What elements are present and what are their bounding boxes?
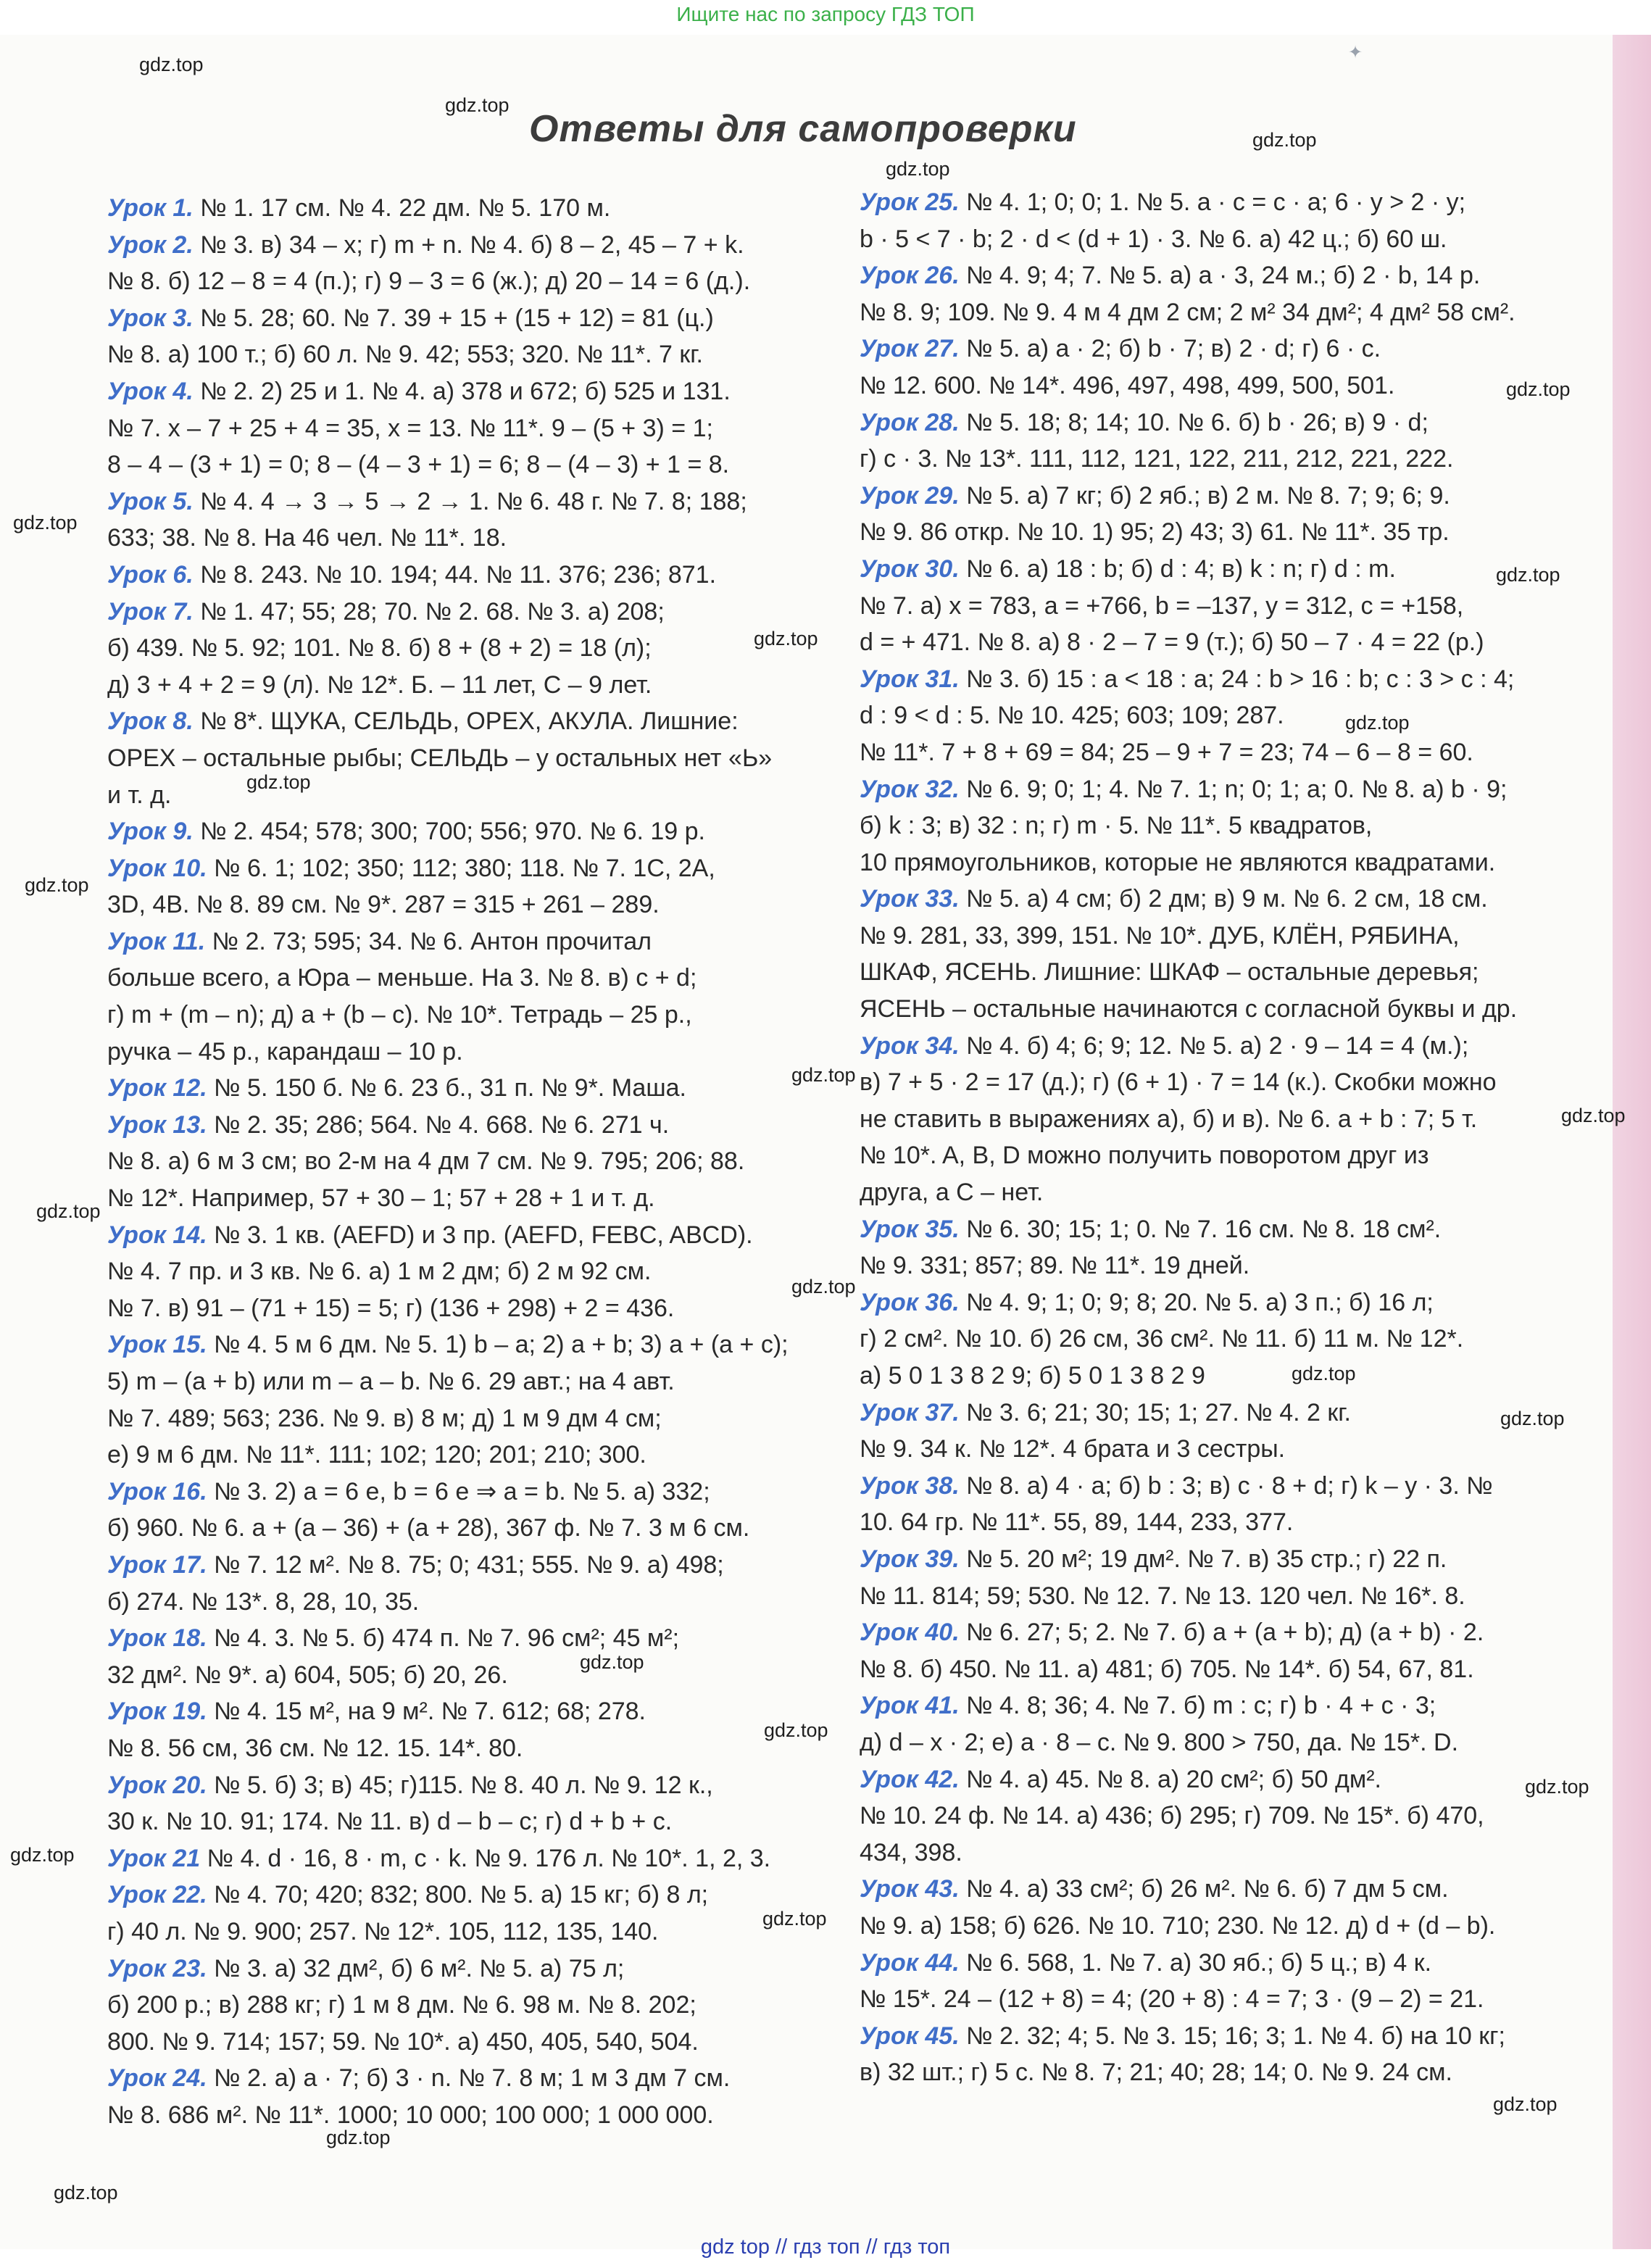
lesson-label: Урок 29. xyxy=(860,481,960,510)
answer-text: г) c · 3. № 13*. 111, 112, 121, 122, 211, 212, 221, 222. xyxy=(860,445,1454,473)
answer-text: b · 5 < 7 · b; 2 · d < (d + 1) · 3. № 6. а) 42 ц.; б) 60 ш. xyxy=(860,225,1447,253)
lesson-label: Урок 20. xyxy=(107,1771,207,1799)
watermark: gdz.top xyxy=(326,2127,391,2148)
answer-text: е) 9 м 6 дм. № 11*. 111; 102; 120; 201; 210; 300. xyxy=(107,1441,646,1469)
watermark: gdz.top xyxy=(1525,1776,1589,1798)
answer-line xyxy=(107,850,854,887)
answer-line xyxy=(107,777,854,814)
answer-text: № 2. а) a · 7; б) 3 · n. № 7. 8 м; 1 м 3 дм 7 см. xyxy=(207,2064,731,2093)
answer-line xyxy=(107,1180,854,1217)
watermark: gdz.top xyxy=(10,1844,75,1866)
answer-line xyxy=(860,1028,1606,1065)
answer-text: не ставить в выражениях а), б) и в). № 6. a + b : 7; 5 т. xyxy=(860,1105,1478,1133)
answer-text: № 6. 1; 102; 350; 112; 380; 118. № 7. 1C, 2A, xyxy=(207,854,715,882)
answer-line xyxy=(860,588,1606,625)
answer-text: № 8*. ЩУКА, СЕЛЬДЬ, ОРЕХ, АКУЛА. Лишние: xyxy=(193,707,739,736)
watermark: gdz.top xyxy=(791,1276,856,1297)
answer-text: № 3. б) 15 : a < 18 : a; 24 : b > 16 : b; c : 3 > c : 4; xyxy=(959,665,1515,693)
answer-line xyxy=(107,1326,854,1363)
answer-line xyxy=(860,1064,1606,1101)
answer-line xyxy=(860,918,1606,955)
answer-line xyxy=(860,1835,1606,1872)
answer-text: г) 2 см². № 10. б) 26 см, 36 см². № 11. б) 11 м. № 12*. xyxy=(860,1325,1464,1353)
top-banner[interactable]: Ищите нас по запросу ГДЗ ТОП xyxy=(676,3,975,25)
answer-text: № 2. 35; 286; 564. № 4. 668. № 6. 271 ч. xyxy=(207,1110,670,1139)
answer-line xyxy=(107,997,854,1034)
answer-line xyxy=(860,2018,1606,2055)
answer-line xyxy=(860,1541,1606,1578)
watermark: gdz.top xyxy=(25,874,89,896)
lesson-label: Урок 42. xyxy=(860,1765,960,1793)
lesson-label: Урок 32. xyxy=(860,775,960,803)
answer-text: d : 9 < d : 5. № 10. 425; 603; 109; 287. xyxy=(860,702,1284,730)
watermark: gdz.top xyxy=(1496,564,1560,586)
answer-text: № 4. 3. № 5. б) 474 п. № 7. 96 см²; 45 м²; xyxy=(207,1624,680,1653)
answer-line xyxy=(107,2097,854,2134)
lesson-label: Урок 35. xyxy=(860,1215,960,1243)
answer-text: № 15*. 24 – (12 + 8) = 4; (20 + 8) : 4 = 7; 3 · (9 – 2) = 21. xyxy=(860,1985,1484,2014)
watermark: gdz.top xyxy=(1493,2093,1558,2115)
answer-line xyxy=(107,1584,854,1621)
answer-line xyxy=(107,1767,854,1804)
answer-text: № 4. а) 45. № 8. а) 20 см²; б) 50 дм². xyxy=(959,1765,1381,1793)
answer-text: № 2. 2) 25 и 1. № 4. а) 378 и 672; б) 525 и 131. xyxy=(193,377,731,405)
answer-text: № 6. 30; 15; 1; 0. № 7. 16 см. № 8. 18 см². xyxy=(959,1215,1442,1243)
watermark: gdz.top xyxy=(139,54,204,75)
answer-text: № 4. 70; 420; 832; 800. № 5. а) 15 кг; б) 8 л; xyxy=(207,1881,709,1909)
lesson-label: Урок 39. xyxy=(860,1545,960,1573)
answer-text: № 8. 56 см, 36 см. № 12. 15. 14*. 80. xyxy=(107,1734,523,1762)
answer-text: № 5. 28; 60. № 7. 39 + 15 + (15 + 12) = 81 (ц.) xyxy=(193,304,714,332)
answer-line xyxy=(107,1400,854,1437)
answer-text: № 8. а) 4 · a; б) b : 3; в) c · 8 + d; г) k – y · 3. № xyxy=(959,1471,1493,1500)
bottom-banner[interactable]: gdz top // гдз топ // гдз топ xyxy=(700,2235,951,2259)
answer-text: № 3. а) 32 дм², б) 6 м². № 5. а) 75 л; xyxy=(207,1954,625,1982)
answer-line xyxy=(860,331,1606,367)
watermark: gdz.top xyxy=(1292,1363,1356,1384)
answer-line xyxy=(107,300,854,337)
answer-line xyxy=(860,404,1606,441)
answer-line xyxy=(860,1468,1606,1505)
answer-line xyxy=(107,520,854,557)
answer-line xyxy=(107,703,854,740)
answer-text: № 12*. Например, 57 + 30 – 1; 57 + 28 + 1 и т. д. xyxy=(107,1184,655,1213)
answer-line xyxy=(107,1143,854,1180)
answer-text: № 7. а) x = 783, a = +766, b = –137, y = 312, c = +158, xyxy=(860,591,1464,620)
answer-text: № 5. б) 3; в) 45; г)115. № 8. 40 л. № 9. 12 к., xyxy=(207,1771,713,1799)
answer-line xyxy=(860,367,1606,404)
answer-text: № 12. 600. № 14*. 496, 497, 498, 499, 500, 501. xyxy=(860,371,1395,399)
answer-line xyxy=(860,1798,1606,1835)
answer-text: № 1. 17 см. № 4. 22 дм. № 5. 170 м. xyxy=(193,194,611,222)
answer-line xyxy=(107,1290,854,1327)
answer-line xyxy=(860,1578,1606,1615)
watermark: gdz.top xyxy=(764,1719,828,1741)
answer-text: № 8. б) 12 – 8 = 4 (п.); г) 9 – 3 = 6 (ж.); д) 20 – 14 = 6 (д.). xyxy=(107,267,751,296)
answer-text: № 9. 34 к. № 12*. 4 брата и 3 сестры. xyxy=(860,1435,1286,1463)
answer-text: № 5. 150 б. № 6. 23 б., 31 п. № 9*. Маша. xyxy=(207,1074,686,1102)
answer-text: № 8. 243. № 10. 194; 44. № 11. 376; 236; 871. xyxy=(193,560,717,589)
answer-text: № 4. 7 пр. и 3 кв. № 6. а) 1 м 2 дм; б) 2 м 92 см. xyxy=(107,1258,652,1286)
answer-text: г) m + (m – n); д) a + (b – c). № 10*. Тетрадь – 25 р., xyxy=(107,1001,692,1029)
answer-text: 800. № 9. 714; 157; 59. № 10*. а) 450, 405, 540, 504. xyxy=(107,2027,699,2056)
lesson-label: Урок 4. xyxy=(107,377,194,405)
answer-text: № 9. 281, 33, 399, 151. № 10*. ДУБ, КЛЁН, РЯБИНА, xyxy=(860,921,1460,950)
lesson-label: Урок 43. xyxy=(860,1875,960,1903)
answer-line xyxy=(107,557,854,594)
answer-line xyxy=(860,1945,1606,1982)
lesson-label: Урок 18. xyxy=(107,1624,207,1653)
answer-line xyxy=(107,2060,854,2097)
answer-text: № 2. 73; 595; 34. № 6. Антон прочитал xyxy=(205,927,652,955)
lesson-label: Урок 16. xyxy=(107,1477,207,1505)
answer-line xyxy=(107,1620,854,1657)
answer-line xyxy=(860,1431,1606,1468)
answer-line xyxy=(860,881,1606,918)
lesson-label: Урок 13. xyxy=(107,1110,207,1139)
answer-text: № 7. 12 м². № 8. 75; 0; 431; 555. № 9. а) 498; xyxy=(207,1550,724,1579)
answer-text: № 2. 32; 4; 5. № 3. 15; 16; 3; 1. № 4. б) на 10 кг; xyxy=(959,2022,1505,2050)
answer-text: № 6. 9; 0; 1; 4. № 7. 1; n; 0; 1; a; 0. № 8. а) b · 9; xyxy=(959,775,1507,803)
lesson-label: Урок 33. xyxy=(860,885,960,913)
answer-text: № 4. 15 м², на 9 м². № 7. 612; 68; 278. xyxy=(207,1698,646,1726)
answer-text: 8 – 4 – (3 + 1) = 0; 8 – (4 – 3 + 1) = 6; 8 – (4 – 3) + 1 = 8. xyxy=(107,451,730,479)
lesson-label: Урок 1. xyxy=(107,194,194,222)
answer-text: 633; 38. № 8. На 46 чел. № 11*. 18. xyxy=(107,524,507,552)
lesson-label: Урок 34. xyxy=(860,1031,960,1060)
watermark: gdz.top xyxy=(1345,712,1410,734)
lesson-label: Урок 6. xyxy=(107,560,194,589)
answer-text: ручка – 45 р., карандаш – 10 р. xyxy=(107,1037,463,1066)
watermark: gdz.top xyxy=(754,628,818,649)
answer-line xyxy=(860,991,1606,1028)
answer-line xyxy=(107,1840,854,1877)
lesson-label: Урок 12. xyxy=(107,1074,207,1102)
answer-line xyxy=(860,551,1606,588)
answer-text: № 9. а) 158; б) 626. № 10. 710; 230. № 12. д) d + (d – b). xyxy=(860,1911,1496,1940)
answer-line xyxy=(107,446,854,483)
answer-text: № 8. б) 450. № 11. а) 481; б) 705. № 14*. б) 54, 67, 81. xyxy=(860,1655,1474,1683)
answer-text: в) 7 + 5 · 2 = 17 (д.); г) (6 + 1) · 7 = 14 (к.). Скобки можно xyxy=(860,1068,1497,1097)
lesson-label: Урок 9. xyxy=(107,818,194,846)
lesson-label: Урок 5. xyxy=(107,487,194,515)
answer-text: № 3. 1 кв. (AEFD) и 3 пр. (AEFD, FEBC, ABCD). xyxy=(207,1221,753,1249)
answer-text: № 3. 6; 21; 30; 15; 1; 27. № 4. 2 кг. xyxy=(959,1398,1351,1426)
answer-line xyxy=(107,483,854,520)
lesson-label: Урок 26. xyxy=(860,262,960,290)
answer-line xyxy=(860,441,1606,478)
answer-text: № 4. 9; 4; 7. № 5. а) a · 3, 24 м.; б) 2 · b, 14 р. xyxy=(959,262,1481,290)
answer-line xyxy=(107,1803,854,1840)
lesson-label: Урок 36. xyxy=(860,1288,960,1316)
lesson-label: Урок 17. xyxy=(107,1550,207,1579)
answer-text: № 8. а) 100 т.; б) 60 л. № 9. 42; 553; 320. № 11*. 7 кг. xyxy=(107,341,703,369)
answer-line xyxy=(107,1217,854,1254)
answer-text: № 5. 18; 8; 14; 10. № 6. б) b · 26; в) 9 · d; xyxy=(959,408,1428,436)
answer-text: больше всего, а Юра – меньше. На 3. № 8. в) c + d; xyxy=(107,964,697,992)
answers-right-column xyxy=(860,184,1606,2091)
lesson-label: Урок 21 xyxy=(107,1844,201,1872)
answer-text: б) 439. № 5. 92; 101. № 8. б) 8 + (8 + 2) = 18 (л); xyxy=(107,634,652,662)
answer-line xyxy=(860,734,1606,771)
watermark: gdz.top xyxy=(1506,378,1571,400)
answer-line xyxy=(860,257,1606,294)
answer-line xyxy=(107,263,854,300)
watermark: gdz.top xyxy=(886,158,950,180)
watermark: gdz.top xyxy=(13,512,78,533)
lesson-label: Урок 44. xyxy=(860,1948,960,1977)
lesson-label: Урок 25. xyxy=(860,188,960,216)
lesson-label: Урок 41. xyxy=(860,1692,960,1720)
page-edge-strip xyxy=(1613,35,1651,2249)
watermark: gdz.top xyxy=(1561,1105,1626,1126)
answer-line xyxy=(107,1107,854,1144)
answer-line xyxy=(107,630,854,667)
answer-text: № 3. в) 34 – x; г) m + n. № 4. б) 8 – 2, 45 – 7 + k. xyxy=(193,230,744,259)
lesson-label: Урок 45. xyxy=(860,2022,960,2050)
answer-line xyxy=(107,923,854,960)
answer-line xyxy=(860,1358,1606,1395)
lesson-label: Урок 2. xyxy=(107,230,194,259)
answer-text: № 2. 454; 578; 300; 700; 556; 970. № 6. 19 р. xyxy=(193,818,705,846)
answer-line xyxy=(860,661,1606,698)
answer-text: № 8. а) 6 м 3 см; во 2-м на 4 дм 7 см. № 9. 795; 206; 88. xyxy=(107,1147,745,1176)
watermark: gdz.top xyxy=(36,1200,101,1222)
answer-text: б) k : 3; в) 32 : n; г) m · 5. № 11*. 5 квадратов, xyxy=(860,812,1373,840)
answer-line xyxy=(860,1101,1606,1138)
answer-text: № 10*. A, B, D можно получить поворотом друг из xyxy=(860,1142,1429,1170)
lesson-label: Урок 7. xyxy=(107,597,194,626)
answer-text: № 4. а) 33 см²; б) 26 м². № 6. б) 7 дм 5 см. xyxy=(959,1875,1449,1903)
lesson-label: Урок 30. xyxy=(860,554,960,583)
lesson-label: Урок 15. xyxy=(107,1331,207,1359)
answer-text: № 5. а) 4 см; б) 2 дм; в) 9 м. № 6. 2 см, 18 см. xyxy=(959,885,1488,913)
answer-line xyxy=(107,1070,854,1107)
answer-text: друга, а C – нет. xyxy=(860,1179,1044,1207)
watermark: gdz.top xyxy=(580,1651,644,1673)
answer-line xyxy=(860,1614,1606,1651)
answer-line xyxy=(107,886,854,923)
answer-text: № 7. в) 91 – (71 + 15) = 5; г) (136 + 298) + 2 = 436. xyxy=(107,1294,675,1322)
answer-text: в) 32 шт.; г) 5 с. № 8. 7; 21; 40; 28; 14; 0. № 9. 24 см. xyxy=(860,2059,1452,2087)
answer-line xyxy=(107,1034,854,1071)
answer-text: № 8. 686 м². № 11*. 1000; 10 000; 100 000; 1 000 000. xyxy=(107,2101,714,2129)
lesson-label: Урок 31. xyxy=(860,665,960,693)
watermark: gdz.top xyxy=(445,94,510,116)
answer-line xyxy=(860,1395,1606,1432)
answer-line xyxy=(860,2054,1606,2091)
answer-text: № 9. 331; 857; 89. № 11*. 19 дней. xyxy=(860,1252,1250,1280)
answer-line xyxy=(860,1137,1606,1174)
answer-line xyxy=(860,807,1606,844)
watermark: gdz.top xyxy=(1252,129,1317,151)
answer-text: № 4. 1; 0; 0; 1. № 5. a · c = c · a; 6 · y > 2 · y; xyxy=(959,188,1466,216)
answer-line xyxy=(107,1877,854,1914)
lesson-label: Урок 11. xyxy=(107,927,206,955)
answer-line xyxy=(107,336,854,373)
lesson-label: Урок 22. xyxy=(107,1881,207,1909)
lesson-label: Урок 23. xyxy=(107,1954,207,1982)
answer-line xyxy=(107,410,854,447)
answer-line xyxy=(107,1547,854,1584)
watermark: gdz.top xyxy=(54,2182,118,2203)
answer-line xyxy=(860,771,1606,808)
answer-text: № 1. 47; 55; 28; 70. № 2. 68. № 3. а) 208; xyxy=(193,597,665,626)
answer-text: № 10. 24 ф. № 14. а) 436; б) 295; г) 709. № 15*. б) 470, xyxy=(860,1802,1484,1830)
answer-text: № 6. а) 18 : b; б) d : 4; в) k : n; г) d : m. xyxy=(959,554,1396,583)
answer-line xyxy=(860,1761,1606,1798)
answer-line xyxy=(860,478,1606,515)
answer-text: № 11. 814; 59; 530. № 12. 7. № 13. 120 чел. № 16*. 8. xyxy=(860,1582,1465,1610)
answer-line xyxy=(107,227,854,264)
answer-line xyxy=(860,294,1606,331)
answer-text: б) 274. № 13*. 8, 28, 10, 35. xyxy=(107,1587,420,1616)
answer-line xyxy=(860,1871,1606,1908)
answer-text: № 5. 20 м²; 19 дм². № 7. в) 35 стр.; г) 22 п. xyxy=(959,1545,1447,1573)
answer-text: г) 40 л. № 9. 900; 257. № 12*. 105, 112, 135, 140. xyxy=(107,1917,659,1945)
answer-line xyxy=(107,594,854,631)
answer-line xyxy=(107,1951,854,1987)
answer-line xyxy=(860,1981,1606,2018)
answer-text: 3D, 4B. № 8. 89 см. № 9*. 287 = 315 + 261 – 289. xyxy=(107,891,660,919)
answer-line xyxy=(107,190,854,227)
answer-line xyxy=(107,740,854,777)
answer-text: № 5. а) a · 2; б) b · 7; в) 2 · d; г) 6 · c. xyxy=(959,335,1381,363)
answer-line xyxy=(860,1321,1606,1358)
answer-line xyxy=(107,813,854,850)
answer-line xyxy=(107,1253,854,1290)
lesson-label: Урок 27. xyxy=(860,335,960,363)
answer-text: № 5. а) 7 кг; б) 2 яб.; в) 2 м. № 8. 7; 9; 6; 9. xyxy=(959,481,1450,510)
answer-text: 10 прямоугольников, которые не являются квадратами. xyxy=(860,848,1496,876)
answer-text: ОРЕХ – остальные рыбы; СЕЛЬДЬ – у остальных нет «Ь» xyxy=(107,744,773,772)
lesson-label: Урок 40. xyxy=(860,1619,960,1647)
answer-line xyxy=(107,1730,854,1767)
answer-line xyxy=(107,1914,854,1951)
answer-text: № 4. 8; 36; 4. № 7. б) m : c; г) b · 4 + c · 3; xyxy=(959,1692,1436,1720)
answer-text: д) 3 + 4 + 2 = 9 (л). № 12*. Б. – 11 лет, С – 9 лет. xyxy=(107,670,652,699)
answer-text: б) 960. № 6. a + (a – 36) + (a + 28), 367 ф. № 7. 3 м 6 см. xyxy=(107,1514,750,1542)
answer-line xyxy=(107,1693,854,1730)
answer-text: а) 5 0 1 3 8 2 9; б) 5 0 1 3 8 2 9 xyxy=(860,1362,1205,1390)
answer-line xyxy=(860,1724,1606,1761)
watermark: gdz.top xyxy=(1500,1408,1565,1429)
answer-text: 5) m – (a + b) или m – a – b. № 6. 29 авт.; на 4 авт. xyxy=(107,1368,675,1395)
lesson-label: Урок 10. xyxy=(107,854,207,882)
answer-line xyxy=(107,1363,854,1400)
answer-text: № 9. 86 откр. № 10. 1) 95; 2) 43; 3) 61. № 11*. 35 тр. xyxy=(860,518,1450,547)
answer-text: 10. 64 гр. № 11*. 55, 89, 144, 233, 377. xyxy=(860,1508,1294,1537)
answer-line xyxy=(107,373,854,410)
answer-text: № 6. 27; 5; 2. № 7. б) a + (a + b); д) (a + b) · 2. xyxy=(959,1619,1484,1647)
answer-text: d = + 471. № 8. а) 8 · 2 – 7 = 9 (т.); б) 50 – 7 · 4 = 22 (р.) xyxy=(860,628,1484,657)
answer-text: № 4. 4 → 3 → 5 → 2 → 1. № 6. 48 г. № 7. 8; 188; xyxy=(193,487,747,515)
answer-line xyxy=(860,1174,1606,1211)
answer-text: ЯСЕНЬ – остальные начинаются с согласной буквы и др. xyxy=(860,995,1518,1023)
answer-text: № 7. 489; 563; 236. № 9. в) 8 м; д) 1 м 9 дм 4 см; xyxy=(107,1404,662,1432)
lesson-label: Урок 8. xyxy=(107,707,194,736)
answer-line xyxy=(107,1987,854,2024)
answer-text: и т. д. xyxy=(107,781,172,809)
lesson-label: Урок 19. xyxy=(107,1698,207,1726)
answer-text: б) 200 р.; в) 288 кг; г) 1 м 8 дм. № 6. 98 м. № 8. 202; xyxy=(107,1991,696,2019)
answer-text: д) d – x · 2; е) a · 8 – c. № 9. 800 > 750, да. № 15*. D. xyxy=(860,1728,1459,1756)
answer-line xyxy=(860,1284,1606,1321)
answer-line xyxy=(107,1437,854,1474)
answer-text: № 3. 2) a = 6 e, b = 6 e ⇒ a = b. № 5. а) 332; xyxy=(207,1477,710,1505)
answer-line xyxy=(860,697,1606,734)
lesson-label: Урок 37. xyxy=(860,1398,960,1426)
answer-line xyxy=(860,514,1606,551)
watermark: gdz.top xyxy=(246,771,311,793)
page-title: Ответы для самопроверки xyxy=(529,108,1077,150)
answer-text: № 4. б) 4; 6; 9; 12. № 5. а) 2 · 9 – 14 = 4 (м.); xyxy=(959,1031,1469,1060)
lesson-label: Урок 14. xyxy=(107,1221,207,1249)
lesson-label: Урок 3. xyxy=(107,304,194,332)
answer-line xyxy=(860,1908,1606,1945)
answer-line xyxy=(860,184,1606,221)
answer-text: № 4. 5 м 6 дм. № 5. 1) b – a; 2) a + b; 3) a + (a + c); xyxy=(207,1331,789,1359)
bird-icon: ✦ xyxy=(1348,43,1363,62)
watermark: gdz.top xyxy=(762,1908,827,1930)
answer-line xyxy=(107,667,854,704)
watermark: gdz.top xyxy=(791,1064,856,1086)
answer-line xyxy=(860,954,1606,991)
answer-text: № 4. 9; 1; 0; 9; 8; 20. № 5. а) 3 п.; б) 16 л; xyxy=(959,1288,1434,1316)
lesson-label: Урок 28. xyxy=(860,408,960,436)
lesson-label: Урок 24. xyxy=(107,2064,207,2093)
answer-text: № 6. 568, 1. № 7. а) 30 яб.; б) 5 ц.; в) 4 к. xyxy=(959,1948,1432,1977)
answer-text: 434, 398. xyxy=(860,1838,962,1866)
answer-text: 30 к. № 10. 91; 174. № 11. в) d – b – c; г) d + b + c. xyxy=(107,1808,673,1836)
answer-line xyxy=(860,1504,1606,1541)
answer-line xyxy=(860,624,1606,661)
answer-line xyxy=(860,844,1606,881)
answer-line xyxy=(860,1651,1606,1688)
answer-line xyxy=(107,1474,854,1511)
answer-text: 32 дм². № 9*. а) 604, 505; б) 20, 26. xyxy=(107,1661,508,1689)
answer-text: ШКАФ, ЯСЕНЬ. Лишние: ШКАФ – остальные деревья; xyxy=(860,958,1479,986)
answer-text: № 4. d · 16, 8 · m, c · k. № 9. 176 л. № 10*. 1, 2, 3. xyxy=(200,1844,771,1872)
answer-line xyxy=(860,1247,1606,1284)
answer-line xyxy=(860,221,1606,258)
lesson-label: Урок 38. xyxy=(860,1471,960,1500)
answer-line xyxy=(860,1211,1606,1248)
answer-text: № 8. 9; 109. № 9. 4 м 4 дм 2 см; 2 м² 34 дм²; 4 дм² 58 см². xyxy=(860,298,1515,326)
answer-text: № 11*. 7 + 8 + 69 = 84; 25 – 9 + 7 = 23; 74 – 6 – 8 = 60. xyxy=(860,738,1473,766)
answer-line xyxy=(107,1510,854,1547)
answer-line xyxy=(860,1687,1606,1724)
answer-line xyxy=(107,2024,854,2061)
answer-line xyxy=(107,960,854,997)
answers-left-column xyxy=(107,190,854,2133)
answer-text: № 7. x – 7 + 25 + 4 = 35, x = 13. № 11*. 9 – (5 + 3) = 1; xyxy=(107,414,713,442)
answer-line xyxy=(107,1657,854,1694)
